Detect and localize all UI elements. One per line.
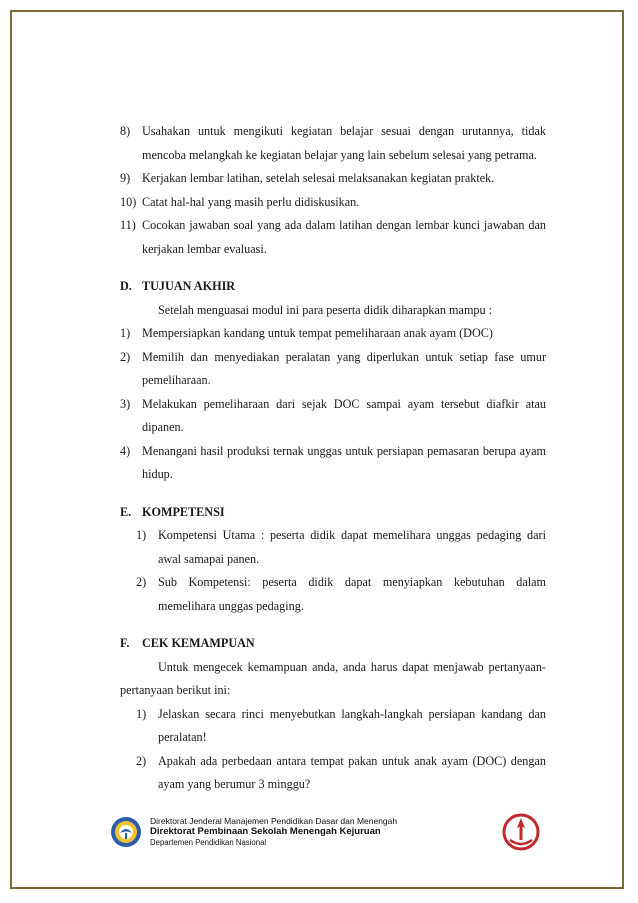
list-text: Kerjakan lembar latihan, setelah selesai melaksanakan kegiatan praktek.	[142, 171, 495, 185]
tut-wuri-handayani-logo-icon	[110, 816, 142, 848]
list-item	[120, 120, 546, 167]
list-text: Usahakan untuk mengikuti kegiatan belajar sesuai dengan urutannya, tidak mencoba melangkah ke kegiatan belajar yang lain sebelum selesai yang petrama.	[142, 124, 546, 162]
smk-logo-icon	[502, 812, 540, 852]
list-item	[120, 214, 546, 261]
list-text: Kompetensi Utama : peserta didik dapat memelihara unggas pedaging dari awal samapai panen.	[158, 528, 546, 566]
section-heading-e	[120, 501, 546, 525]
list-text: Catat hal-hal yang masih perlu didiskusikan.	[142, 194, 360, 209]
section-letter: D.	[120, 279, 132, 293]
section-intro: Untuk mengecek kemampuan anda, anda harus dapat menjawab pertanyaan-pertanyaan berikut ini:	[120, 659, 546, 697]
list-number: 4)	[120, 443, 131, 458]
section-letter: E.	[120, 504, 132, 519]
list-number: 8)	[120, 124, 131, 138]
list-item	[120, 322, 546, 346]
list-text: Cocokan jawaban soal yang ada dalam latihan dengan lembar kunci jawaban dan kerjakan lembar evaluasi.	[142, 218, 546, 256]
list-number: 2)	[136, 753, 147, 768]
list-text: Sub Kompetensi: peserta didik dapat menyiapkan kebutuhan dalam memelihara unggas pedaging.	[158, 575, 546, 613]
list-item	[120, 346, 546, 393]
list-text: Melakukan pemeliharaan dari sejak DOC sampai ayam tersebut diafkir atau dipanen.	[142, 396, 546, 434]
footer-line-2: Direktorat Pembinaan Sekolah Menengah Kejuruan	[150, 826, 381, 837]
list-number: 11)	[120, 218, 136, 232]
footer-text	[150, 816, 397, 848]
list-item	[120, 393, 546, 440]
document-body	[120, 120, 546, 797]
list-number: 1)	[120, 326, 131, 340]
list-text: Menangani hasil produksi ternak unggas untuk persiapan pemasaran berupa ayam hidup.	[142, 443, 546, 481]
list-item	[120, 191, 546, 215]
list-text: Jelaskan secara rinci menyebutkan langkah-langkah persiapan kandang dan peralatan!	[158, 706, 546, 744]
list-number: 3)	[120, 396, 131, 411]
section-intro: Setelah menguasai modul ini para peserta didik diharapkan mampu :	[158, 302, 493, 317]
list-item	[120, 703, 546, 750]
section-letter: F.	[120, 636, 130, 650]
footer-line-1: Direktorat Jenderal Manajemen Pendidikan Dasar dan Menengah	[150, 816, 398, 826]
list-item	[120, 571, 546, 618]
list-number: 2)	[120, 349, 131, 364]
list-number: 9)	[120, 171, 131, 185]
list-item	[120, 440, 546, 487]
list-item	[120, 524, 546, 571]
page-footer	[110, 810, 540, 854]
list-number: 1)	[136, 528, 147, 542]
section-title: CEK KEMAMPUAN	[142, 636, 255, 650]
list-text: Apakah ada perbedaan antara tempat pakan untuk anak ayam (DOC) dengan ayam yang berumur 3 minggu?	[158, 753, 546, 791]
list-item	[120, 750, 546, 797]
list-text: Memilih dan menyediakan peralatan yang diperlukan untuk setiap fase umur pemeliharaan.	[142, 349, 546, 387]
footer-line-3: Departemen Pendidikan Nasional	[150, 838, 267, 847]
list-number: 10)	[120, 194, 137, 209]
list-number: 2)	[136, 575, 147, 589]
section-heading-d	[120, 275, 546, 299]
section-title: KOMPETENSI	[142, 504, 225, 519]
section-title: TUJUAN AKHIR	[142, 279, 236, 293]
list-text: Mempersiapkan kandang untuk tempat pemeliharaan anak ayam (DOC)	[142, 326, 493, 340]
list-number: 1)	[136, 706, 147, 721]
list-item	[120, 167, 546, 191]
section-heading-f	[120, 632, 546, 656]
